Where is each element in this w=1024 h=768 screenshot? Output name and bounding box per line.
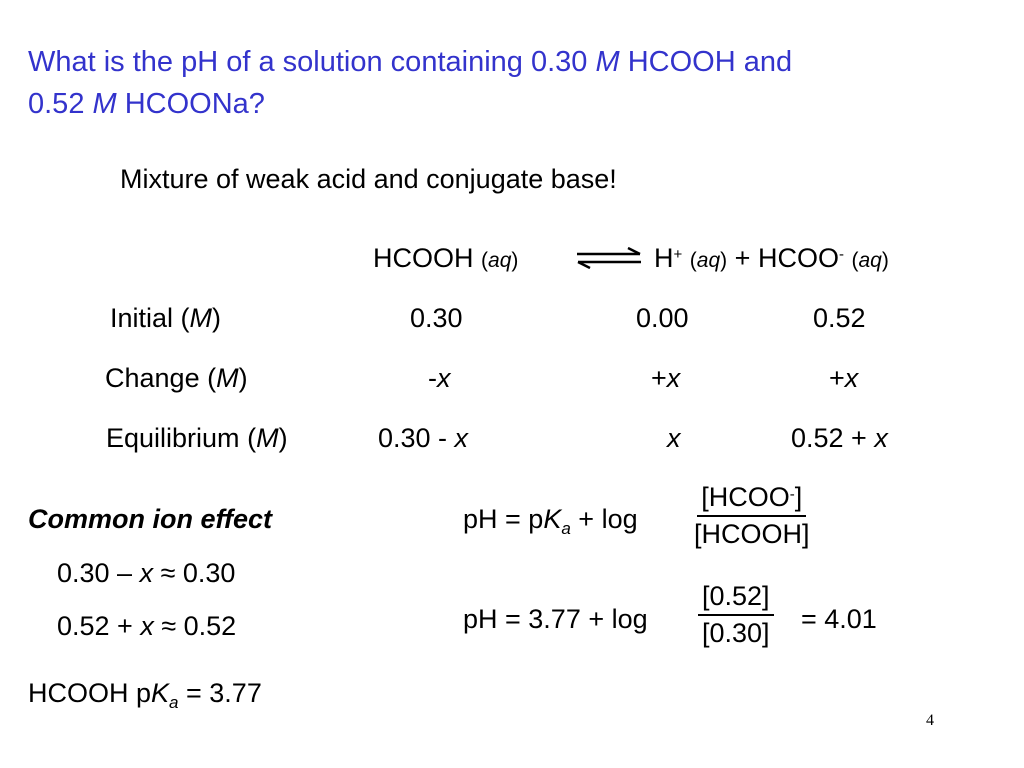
numerator-text: [HCOO [701, 482, 790, 512]
ice-row-label-equilibrium: Equilibrium (M) [106, 423, 288, 453]
ice-cell [651, 362, 680, 394]
product-formula: HCOO [757, 243, 839, 273]
ice-cell-sign: + [829, 363, 845, 393]
question-text: 0.52 [28, 88, 93, 120]
row-label: Equilibrium [106, 423, 240, 453]
fraction-numerator [697, 482, 806, 517]
reaction-products: H+ (aq) + HCOO- (aq) [654, 243, 889, 273]
row-label: Change [105, 363, 200, 393]
variable-x: x [667, 423, 681, 453]
ice-cell [791, 422, 888, 454]
question-text: What is the pH of a solution containing 0.30 [28, 46, 596, 78]
molarity-unit: M [189, 303, 213, 333]
molarity-unit: M [595, 46, 620, 78]
row-label: Initial [110, 303, 174, 333]
ice-cell-sign: + [651, 363, 667, 393]
equation-2-lhs: pH = 3.77 + log [463, 604, 648, 634]
reaction-reactant: HCOOH (aq) [373, 243, 519, 273]
variable-x: x [454, 423, 469, 453]
product-formula: H [654, 243, 674, 273]
equation-text: pH = p [463, 504, 544, 534]
equilibrium-arrows-icon [574, 247, 644, 269]
subscript-a: a [169, 693, 179, 712]
charge: - [838, 246, 844, 263]
molarity-unit: M [92, 88, 117, 120]
ice-cell [667, 422, 681, 454]
equation-text: + log [570, 504, 638, 534]
numerator-text: ] [794, 482, 803, 512]
charge: - [789, 486, 795, 503]
variable-x: x [874, 423, 888, 453]
variable-k: K [543, 504, 562, 534]
fraction-denominator: [0.30] [702, 618, 770, 648]
ice-cell [428, 362, 451, 394]
state-label: aq [858, 249, 882, 272]
approx-text: ≈ 0.52 [153, 611, 237, 641]
ice-cell: 0.52 [813, 303, 866, 333]
subtitle: Mixture of weak acid and conjugate base! [120, 164, 617, 194]
variable-x: x [140, 611, 154, 641]
equation-1-lhs [463, 503, 638, 539]
ice-row-label-change: Change (M) [105, 363, 248, 393]
subscript-a: a [561, 519, 571, 538]
molarity-unit: M [256, 423, 279, 453]
reactant-formula: HCOOH [373, 243, 474, 273]
plus-sign: + [734, 243, 751, 273]
approximation-2 [57, 610, 236, 642]
approx-text: 0.52 + [57, 611, 141, 641]
question-line-1 [28, 44, 792, 80]
equation-2-result: = 4.01 [801, 604, 877, 634]
charge: + [673, 246, 683, 263]
pka-text: = 3.77 [178, 678, 262, 708]
ice-cell [378, 422, 468, 454]
state-label: aq [696, 249, 721, 272]
ice-cell: 0.00 [636, 303, 689, 333]
fraction-numerator: [0.52] [698, 581, 774, 616]
ice-row-label-initial: Initial (M) [110, 303, 222, 333]
page-number: 4 [926, 712, 934, 729]
ice-cell-sign: - [428, 363, 437, 393]
fraction-2 [698, 581, 774, 649]
question-text: HCOOH and [619, 46, 793, 78]
variable-x: x [437, 363, 451, 393]
ice-cell: 0.30 [410, 303, 463, 333]
ice-cell-value: 0.30 - [378, 423, 455, 453]
fraction-denominator: [HCOOH] [694, 519, 810, 549]
ice-cell [829, 362, 858, 394]
pka-text: HCOOH p [28, 678, 152, 708]
approx-text: ≈ 0.30 [153, 558, 236, 588]
variable-x: x [666, 363, 681, 393]
pka-statement [28, 677, 262, 713]
variable-k: K [151, 678, 170, 708]
molarity-unit: M [216, 363, 239, 393]
state-label: aq [488, 249, 512, 272]
variable-x: x [139, 558, 154, 588]
question-line-2 [28, 86, 265, 122]
question-text: HCOONa? [116, 88, 265, 120]
ice-cell-value: 0.52 + [791, 423, 875, 453]
common-ion-heading: Common ion effect [28, 504, 273, 534]
approx-text: 0.30 – [57, 558, 140, 588]
variable-x: x [844, 363, 859, 393]
fraction-1 [690, 482, 814, 550]
approximation-1 [57, 557, 235, 589]
